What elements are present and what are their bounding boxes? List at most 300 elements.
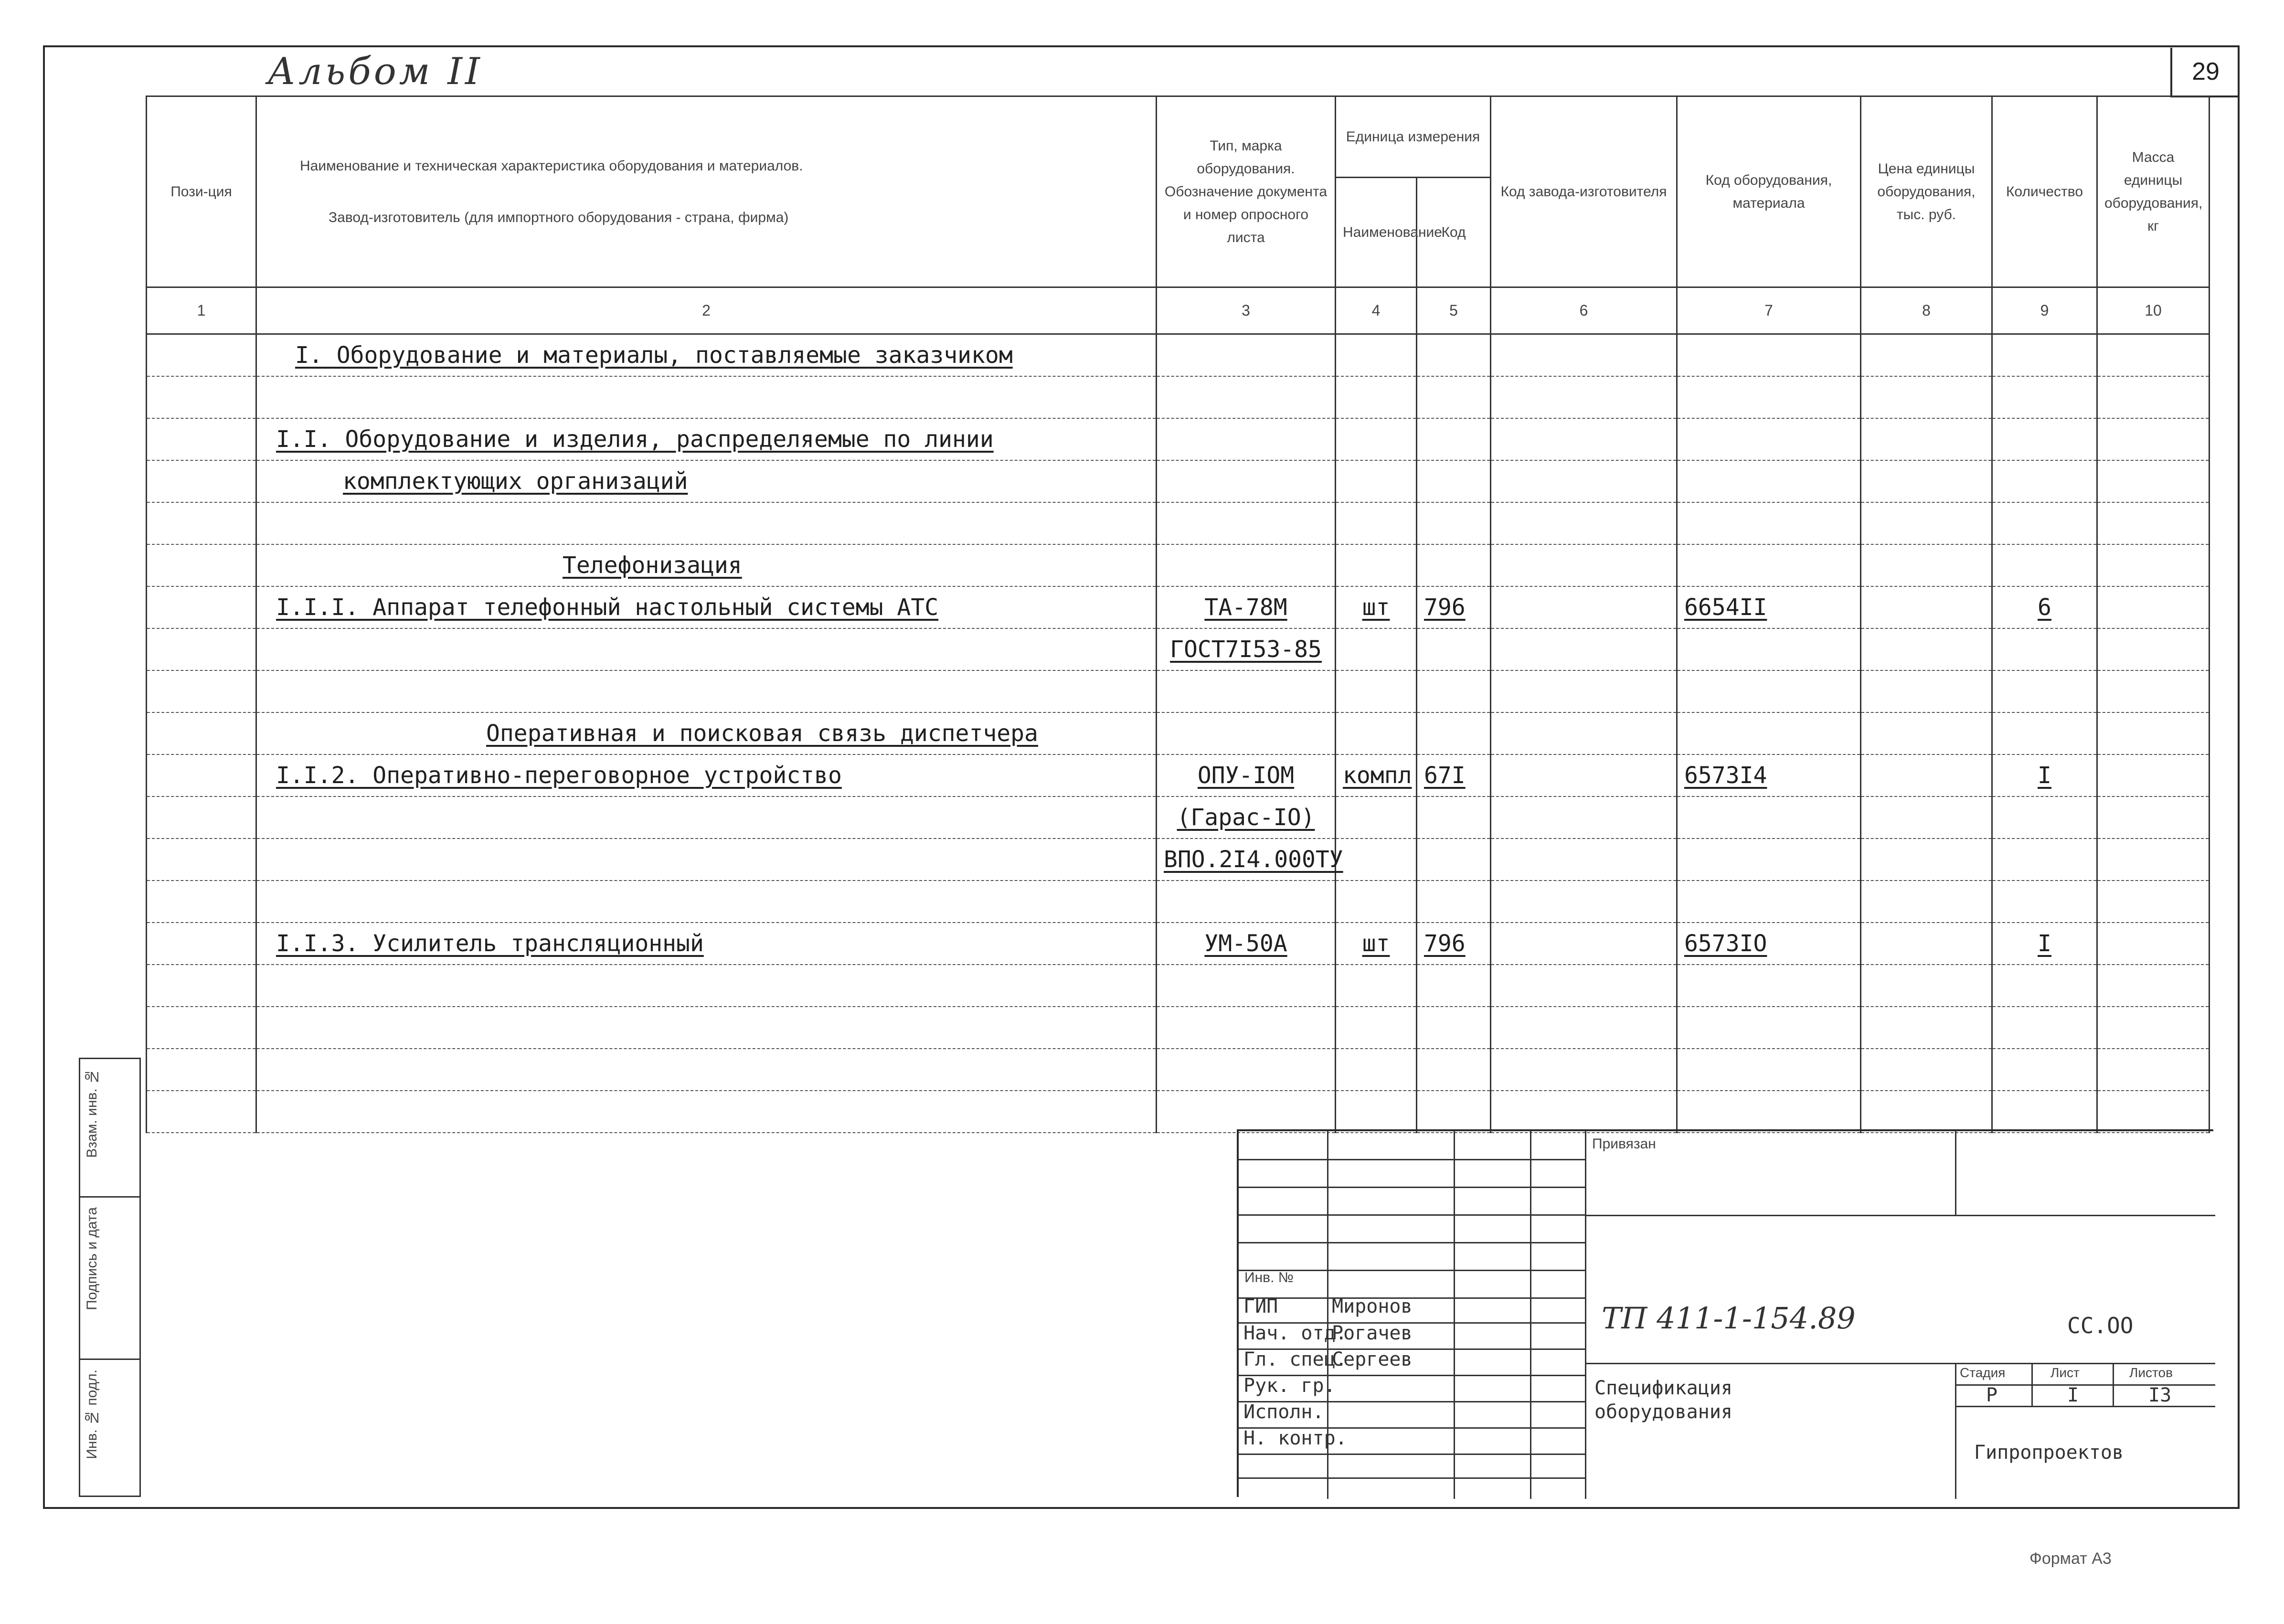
cell-type (1157, 1091, 1336, 1133)
cell-unit-code (1417, 502, 1491, 544)
cell-equipment-code (1677, 628, 1861, 670)
cell-name (256, 544, 1157, 586)
cell-unit-text: шт (1362, 930, 1390, 957)
cell-position (147, 881, 256, 923)
cell-quantity (1992, 334, 2097, 377)
cell-equipment-code (1677, 334, 1861, 377)
tb-stadia-label: Стадия (1960, 1365, 2006, 1380)
cell-name (256, 796, 1157, 839)
cell-equipment-code (1677, 586, 1861, 628)
cell-equipment-code (1677, 1007, 1861, 1049)
tb-grid-line (1585, 1363, 2215, 1364)
specification-body (147, 334, 2210, 1133)
tb-signer-role: Исполн. (1243, 1401, 1324, 1423)
column-number: 6 (1491, 287, 1677, 334)
stamp-label-inv: Инв. № подл. (84, 1369, 100, 1459)
cell-type (1157, 460, 1336, 502)
cell-type (1157, 881, 1336, 923)
cell-unit-code-text: 796 (1424, 594, 1466, 621)
table-row (147, 712, 2210, 754)
cell-unit-code (1417, 965, 1491, 1007)
cell-price (1861, 544, 1992, 586)
cell-quantity (1992, 1049, 2097, 1091)
cell-type (1157, 1007, 1336, 1049)
cell-mass (2097, 754, 2210, 796)
cell-unit-code (1417, 712, 1491, 754)
cell-position (147, 502, 256, 544)
cell-mass (2097, 670, 2210, 712)
cell-quantity (1992, 839, 2097, 881)
cell-price (1861, 712, 1992, 754)
column-number: 2 (256, 287, 1157, 334)
header-name-line1: Наименование и техническая характеристика оборудования и материалов. (300, 158, 803, 174)
cell-price (1861, 628, 1992, 670)
cell-name-text: I.I.I. Аппарат телефонный настольный системы АТС (276, 594, 939, 621)
cell-position (147, 796, 256, 839)
header-maker-code: Код завода-изготовителя (1491, 96, 1677, 287)
cell-unit (1336, 839, 1417, 881)
cell-maker-code (1491, 334, 1677, 377)
cell-unit-code (1417, 586, 1491, 628)
cell-equipment-code (1677, 754, 1861, 796)
cell-maker-code (1491, 544, 1677, 586)
table-row (147, 796, 2210, 839)
tb-grid-line (1239, 1454, 1585, 1455)
cell-unit-text: шт (1362, 594, 1390, 621)
cell-unit (1336, 586, 1417, 628)
cell-price (1861, 376, 1992, 418)
cell-type (1157, 965, 1336, 1007)
cell-name (256, 670, 1157, 712)
cell-position (147, 1049, 256, 1091)
cell-unit (1336, 923, 1417, 965)
table-row (147, 1049, 2210, 1091)
cell-price (1861, 502, 1992, 544)
cell-unit (1336, 670, 1417, 712)
cell-type (1157, 923, 1336, 965)
cell-maker-code (1491, 502, 1677, 544)
cell-quantity-text: I (2038, 762, 2051, 789)
tb-listov-label: Листов (2129, 1365, 2173, 1380)
cell-position (147, 1007, 256, 1049)
stamp-cell-podpis (80, 1198, 139, 1360)
cell-equipment-code-text: 6573IО (1684, 930, 1767, 957)
table-row (147, 670, 2210, 712)
cell-quantity (1992, 502, 2097, 544)
header-unit-code: Код (1417, 178, 1491, 287)
cell-unit-code (1417, 1091, 1491, 1133)
cell-mass (2097, 628, 2210, 670)
tb-grid-line (1585, 1215, 2215, 1216)
cell-price (1861, 923, 1992, 965)
cell-position (147, 754, 256, 796)
cell-name (256, 418, 1157, 460)
tb-organization: Гипропроектов (1974, 1442, 2124, 1464)
tb-stadia: Р (1986, 1384, 1998, 1406)
cell-position (147, 1091, 256, 1133)
tb-privyazan: Привязан (1592, 1136, 1656, 1152)
cell-unit (1336, 1091, 1417, 1133)
cell-name (256, 712, 1157, 754)
cell-name (256, 1007, 1157, 1049)
cell-equipment-code (1677, 1049, 1861, 1091)
cell-position (147, 586, 256, 628)
cell-unit-code (1417, 796, 1491, 839)
cell-name-text: I.I.3. Усилитель трансляционный (276, 930, 704, 957)
format-label: Формат А3 (2029, 1550, 2112, 1568)
cell-mass (2097, 334, 2210, 377)
tb-grid-line (1239, 1214, 1585, 1216)
header-unit-name: Наименование (1336, 178, 1417, 287)
cell-price (1861, 418, 1992, 460)
cell-unit (1336, 628, 1417, 670)
header-unit-group: Единица измерения (1336, 96, 1491, 178)
tb-signer-role: ГИП (1243, 1295, 1278, 1317)
cell-equipment-code (1677, 502, 1861, 544)
cell-position (147, 670, 256, 712)
tb-doc-title-line2: оборудования (1594, 1401, 1732, 1423)
table-row (147, 839, 2210, 881)
cell-quantity (1992, 754, 2097, 796)
cell-unit (1336, 754, 1417, 796)
table-row (147, 502, 2210, 544)
cell-name (256, 923, 1157, 965)
cell-quantity (1992, 418, 2097, 460)
table-row (147, 460, 2210, 502)
column-number: 7 (1677, 287, 1861, 334)
column-number: 5 (1417, 287, 1491, 334)
cell-quantity (1992, 460, 2097, 502)
cell-mass (2097, 712, 2210, 754)
cell-unit (1336, 712, 1417, 754)
cell-type-text: ГОСТ7I53-85 (1170, 636, 1322, 663)
cell-type (1157, 502, 1336, 544)
tb-signer-name: Миронов (1332, 1295, 1413, 1317)
table-row (147, 334, 2210, 377)
cell-quantity (1992, 881, 2097, 923)
cell-unit-code (1417, 334, 1491, 377)
tb-code: СС.ОО (2067, 1313, 2134, 1338)
column-number-row (147, 287, 2210, 334)
cell-equipment-code-text: 6573I4 (1684, 762, 1767, 789)
tb-doc-title-line1: Спецификация (1594, 1377, 1732, 1399)
table-row (147, 418, 2210, 460)
cell-mass (2097, 923, 2210, 965)
cell-name-text: Телефонизация (563, 552, 742, 579)
table-row (147, 1091, 2210, 1133)
stamp-label-podpis: Подпись и дата (84, 1207, 100, 1310)
album-label: Альбом II (267, 50, 483, 93)
cell-unit-code (1417, 628, 1491, 670)
cell-name (256, 586, 1157, 628)
cell-type (1157, 712, 1336, 754)
cell-type (1157, 334, 1336, 377)
tb-grid-line (1585, 1131, 1586, 1499)
cell-unit (1336, 460, 1417, 502)
cell-equipment-code (1677, 544, 1861, 586)
header-name (256, 96, 1157, 287)
column-number: 9 (1992, 287, 2097, 334)
table-row (147, 881, 2210, 923)
cell-mass (2097, 460, 2210, 502)
cell-quantity (1992, 712, 2097, 754)
cell-position (147, 460, 256, 502)
tb-signer-role: Рук. гр. (1243, 1375, 1336, 1397)
title-block (1237, 1129, 2213, 1497)
table-row (147, 923, 2210, 965)
cell-name-text: I.I.2. Оперативно-переговорное устройство (276, 762, 842, 789)
column-number: 3 (1157, 287, 1336, 334)
cell-quantity (1992, 965, 2097, 1007)
cell-name (256, 754, 1157, 796)
cell-type (1157, 796, 1336, 839)
tb-signer-name: Сергеев (1332, 1348, 1413, 1370)
cell-unit-code (1417, 376, 1491, 418)
cell-unit (1336, 1007, 1417, 1049)
cell-type (1157, 628, 1336, 670)
cell-type (1157, 586, 1336, 628)
cell-maker-code (1491, 754, 1677, 796)
cell-unit-code (1417, 544, 1491, 586)
cell-type-text: ТА-78М (1204, 594, 1287, 621)
cell-mass (2097, 376, 2210, 418)
cell-type-text: (Гарас-IО) (1177, 804, 1315, 831)
cell-quantity (1992, 923, 2097, 965)
cell-unit (1336, 376, 1417, 418)
cell-unit-code (1417, 923, 1491, 965)
cell-equipment-code (1677, 712, 1861, 754)
header-position: Пози-ция (147, 96, 256, 287)
cell-unit (1336, 881, 1417, 923)
cell-name-text: I.I. Оборудование и изделия, распределяемые по линии (276, 426, 994, 453)
cell-mass (2097, 839, 2210, 881)
cell-quantity-text: I (2038, 930, 2051, 957)
tb-grid-line (1239, 1159, 1585, 1160)
cell-mass (2097, 1091, 2210, 1133)
cell-position (147, 376, 256, 418)
cell-quantity (1992, 376, 2097, 418)
cell-name (256, 881, 1157, 923)
cell-price (1861, 1007, 1992, 1049)
cell-price (1861, 670, 1992, 712)
cell-quantity (1992, 1091, 2097, 1133)
table-row (147, 754, 2210, 796)
cell-equipment-code (1677, 670, 1861, 712)
cell-unit-code-text: 796 (1424, 930, 1466, 957)
column-number: 10 (2097, 287, 2210, 334)
cell-maker-code (1491, 376, 1677, 418)
cell-price (1861, 839, 1992, 881)
cell-maker-code (1491, 586, 1677, 628)
tb-listov: I3 (2148, 1384, 2172, 1406)
cell-type (1157, 418, 1336, 460)
cell-maker-code (1491, 1007, 1677, 1049)
cell-price (1861, 754, 1992, 796)
cell-quantity (1992, 1007, 2097, 1049)
cell-price (1861, 1091, 1992, 1133)
cell-price (1861, 460, 1992, 502)
column-number: 1 (147, 287, 256, 334)
tb-signer-role: Гл. спец. (1243, 1348, 1347, 1370)
cell-unit-code (1417, 1049, 1491, 1091)
cell-mass (2097, 502, 2210, 544)
cell-price (1861, 965, 1992, 1007)
cell-maker-code (1491, 712, 1677, 754)
cell-type (1157, 839, 1343, 881)
tb-signer-name: Рогачев (1332, 1322, 1413, 1344)
cell-maker-code (1491, 418, 1677, 460)
cell-name-text: Оперативная и поисковая связь диспетчера (486, 720, 1038, 747)
cell-mass (2097, 881, 2210, 923)
tb-list: I (2067, 1384, 2079, 1406)
cell-maker-code (1491, 796, 1677, 839)
cell-equipment-code (1677, 881, 1861, 923)
cell-position (147, 923, 256, 965)
cell-position (147, 334, 256, 377)
cell-unit (1336, 796, 1417, 839)
cell-unit-text: компл (1343, 762, 1412, 789)
stamp-cell-inv (80, 1360, 139, 1497)
cell-unit (1336, 418, 1417, 460)
cell-name-text: I. Оборудование и материалы, поставляемые заказчиком (295, 342, 1013, 369)
cell-equipment-code (1677, 460, 1861, 502)
header-quantity: Количество (1992, 96, 2097, 287)
tb-grid-line (1955, 1131, 1956, 1215)
cell-position (147, 839, 256, 881)
cell-name (256, 1049, 1157, 1091)
cell-name (256, 502, 1157, 544)
cell-equipment-code-text: 6654II (1684, 594, 1767, 621)
table-row (147, 965, 2210, 1007)
cell-equipment-code (1677, 1091, 1861, 1133)
header-mass: Масса единицы оборудования, кг (2097, 96, 2210, 287)
table-row (147, 586, 2210, 628)
stamp-cell-vzam (80, 1059, 139, 1198)
cell-unit (1336, 502, 1417, 544)
cell-price (1861, 334, 1992, 377)
table-row (147, 376, 2210, 418)
tb-grid-line (1955, 1363, 1956, 1499)
cell-equipment-code (1677, 839, 1861, 881)
cell-price (1861, 796, 1992, 839)
cell-maker-code (1491, 839, 1677, 881)
table-row (147, 1007, 2210, 1049)
cell-type (1157, 376, 1336, 418)
header-name-line2: Завод-изготовитель (для импортного оборудования - страна, фирма) (329, 209, 789, 225)
cell-type (1157, 670, 1336, 712)
cell-name (256, 334, 1157, 377)
cell-maker-code (1491, 460, 1677, 502)
tb-grid-line (1239, 1242, 1585, 1243)
cell-type-text: ОПУ-IОМ (1197, 762, 1295, 789)
cell-unit-code-text: 67I (1424, 762, 1466, 789)
cell-maker-code (1491, 670, 1677, 712)
tb-list-label: Лист (2050, 1365, 2080, 1380)
cell-equipment-code (1677, 965, 1861, 1007)
cell-position (147, 628, 256, 670)
specification-table (146, 96, 2210, 1133)
tb-grid-line (1239, 1187, 1585, 1188)
cell-mass (2097, 1049, 2210, 1091)
cell-unit-code (1417, 460, 1491, 502)
cell-unit-code (1417, 839, 1491, 881)
cell-type (1157, 1049, 1336, 1091)
cell-unit-code (1417, 754, 1491, 796)
cell-unit (1336, 1049, 1417, 1091)
cell-quantity-text: 6 (2038, 594, 2051, 621)
cell-maker-code (1491, 965, 1677, 1007)
table-row (147, 628, 2210, 670)
header-equipment-code: Код оборудования, материала (1677, 96, 1861, 287)
cell-mass (2097, 418, 2210, 460)
cell-unit (1336, 965, 1417, 1007)
cell-unit (1336, 334, 1417, 377)
cell-quantity (1992, 544, 2097, 586)
cell-name-text: комплектующих организаций (343, 468, 688, 495)
column-number: 4 (1336, 287, 1417, 334)
cell-mass (2097, 796, 2210, 839)
cell-quantity (1992, 628, 2097, 670)
cell-unit-code (1417, 670, 1491, 712)
cell-position (147, 544, 256, 586)
tb-signer-role: Нач. отд. (1243, 1322, 1347, 1344)
cell-name (256, 460, 1157, 502)
header-type: Тип, марка оборудования. Обозначение документа и номер опросного листа (1157, 96, 1336, 287)
cell-position (147, 712, 256, 754)
cell-type (1157, 544, 1336, 586)
cell-quantity (1992, 586, 2097, 628)
cell-equipment-code (1677, 376, 1861, 418)
cell-name (256, 376, 1157, 418)
left-margin-stamp (79, 1058, 141, 1497)
cell-unit-code (1417, 1007, 1491, 1049)
cell-position (147, 418, 256, 460)
cell-price (1861, 881, 1992, 923)
cell-maker-code (1491, 881, 1677, 923)
cell-unit-code (1417, 418, 1491, 460)
cell-type-text: УМ-50А (1204, 930, 1287, 957)
cell-unit (1336, 544, 1417, 586)
cell-type (1157, 754, 1336, 796)
cell-price (1861, 586, 1992, 628)
table-row (147, 544, 2210, 586)
tb-designation: ТП 411-1-154.89 (1602, 1301, 1856, 1336)
cell-unit-code (1417, 881, 1491, 923)
cell-name (256, 628, 1157, 670)
cell-mass (2097, 965, 2210, 1007)
cell-position (147, 965, 256, 1007)
sheet-number: 29 (2170, 48, 2239, 97)
cell-type-text: ВПО.2I4.000ТУ (1164, 846, 1343, 873)
cell-name (256, 839, 1157, 881)
cell-maker-code (1491, 628, 1677, 670)
tb-grid-line (1239, 1477, 1585, 1479)
cell-quantity (1992, 796, 2097, 839)
cell-price (1861, 1049, 1992, 1091)
column-number: 8 (1861, 287, 1992, 334)
cell-equipment-code (1677, 418, 1861, 460)
header-price: Цена единицы оборудования, тыс. руб. (1861, 96, 1992, 287)
cell-maker-code (1491, 1049, 1677, 1091)
cell-name (256, 1091, 1157, 1133)
tb-signer-role: Н. контр. (1243, 1427, 1347, 1449)
cell-mass (2097, 544, 2210, 586)
cell-mass (2097, 586, 2210, 628)
cell-maker-code (1491, 923, 1677, 965)
cell-quantity (1992, 670, 2097, 712)
cell-name (256, 965, 1157, 1007)
cell-equipment-code (1677, 796, 1861, 839)
